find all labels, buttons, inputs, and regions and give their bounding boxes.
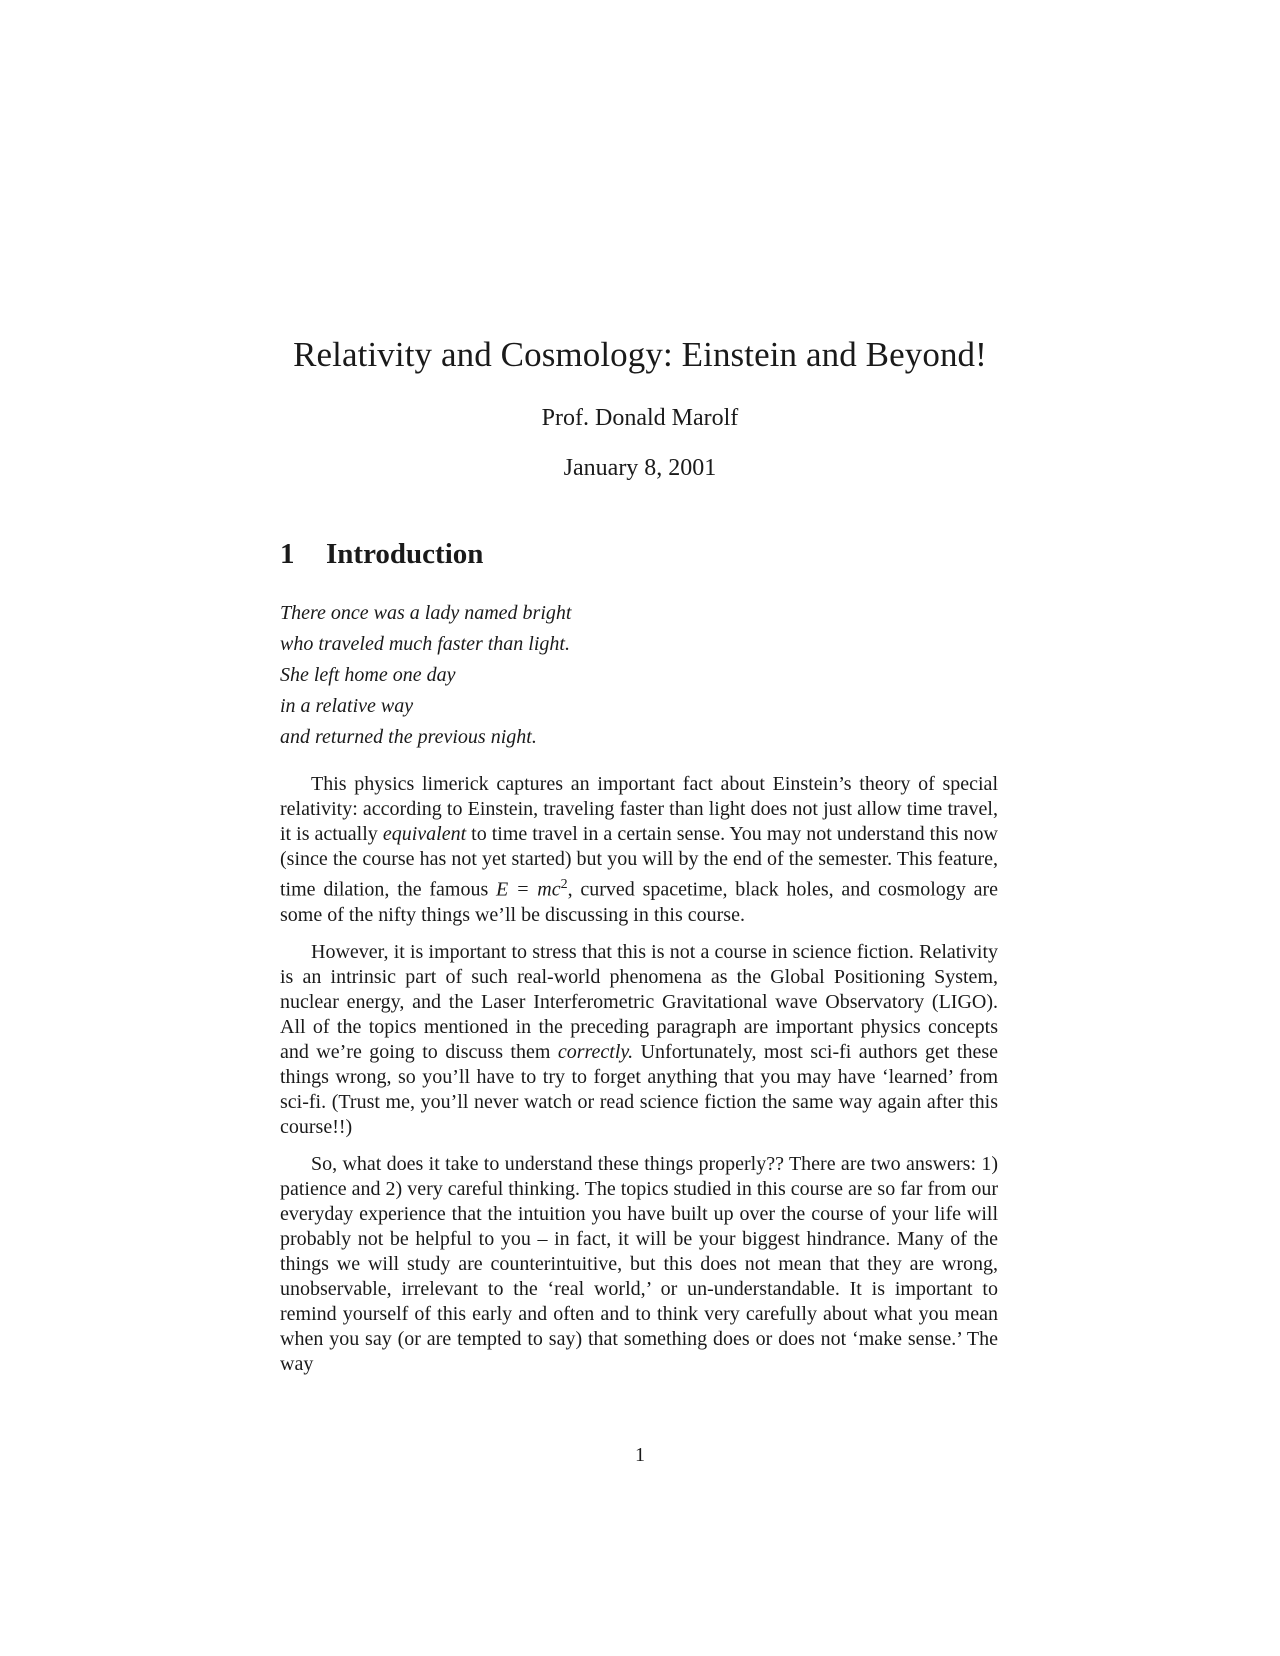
section-number: 1 (280, 538, 295, 570)
poem-line: There once was a lady named bright (280, 602, 572, 624)
paragraph-2 (280, 940, 998, 1140)
emphasis-text: correctly. (557, 1040, 634, 1063)
section-title: Introduction (326, 538, 484, 570)
limerick-poem (280, 598, 571, 753)
page-number: 1 (635, 1444, 645, 1466)
poem-line: She left home one day (280, 664, 456, 686)
body-text (280, 772, 998, 1389)
paragraph-3: So, what does it take to understand these things properly?? There are two answers: 1) patience and 2) very careful thinking. The topics studied in this course are so far from our everyday experience that the intuition you have built up over the course of your life will probably not be helpful to you – in fact, it will be your biggest hindrance. Many of the things we will study are counterintuitive, but this does not mean that they are wrong, unobservable, irrelevant to the ‘real world,’ or un-understandable. It is important to remind yourself of this early and often and to think very carefully about what you mean when you say (or are tempted to say) that something does or does not ‘make sense.’ The way (280, 1152, 998, 1375)
paragraph-text: to time travel in a certain sense. You may not understand this now (since the course has not yet started) but you will by the end of the semester. This feature, time dilation, the famous (280, 823, 998, 901)
poem-line: and returned the previous night. (280, 726, 537, 748)
paragraph-1 (280, 772, 998, 928)
paragraph-text: , curved spacetime, black holes, and cosmology are some of the nifty things we’ll be discussing in this course. (280, 878, 998, 926)
poem-line: in a relative way (280, 695, 414, 717)
document-title: Relativity and Cosmology: Einstein and Beyond! (293, 335, 987, 374)
emphasis-text: equivalent (382, 823, 467, 845)
formula-text: E = mc (496, 878, 561, 901)
paragraph-text: However, it is important to stress that this is not a course in science fiction. Relativity is an intrinsic part of such real-world phenomena as the Global Positioning System, nuclear energy, and the Laser Interferometric Gravitational wave Observatory (LIGO). All of the topics mentioned in the preceding paragraph are important physics concepts and we’re going to discuss them (280, 940, 998, 1063)
poem-line: who traveled much faster than light. (280, 633, 570, 655)
section-heading (280, 538, 483, 571)
document-author: Prof. Donald Marolf (541, 405, 739, 431)
formula-exponent: 2 (560, 877, 568, 892)
paragraph-text: Unfortunately, most sci-fi authors get these things wrong, so you’ll have to try to forget anything that you may have ‘learned’ from sci-fi. (Trust me, you’ll never watch or read science fiction the same way again after this course!!) (280, 1040, 998, 1138)
paragraph-text: This physics limerick captures an important fact about Einstein’s theory of special relativity: according to Einstein, traveling faster than light does not just allow time travel, it is actually (280, 773, 998, 845)
document-date: January 8, 2001 (563, 455, 717, 481)
